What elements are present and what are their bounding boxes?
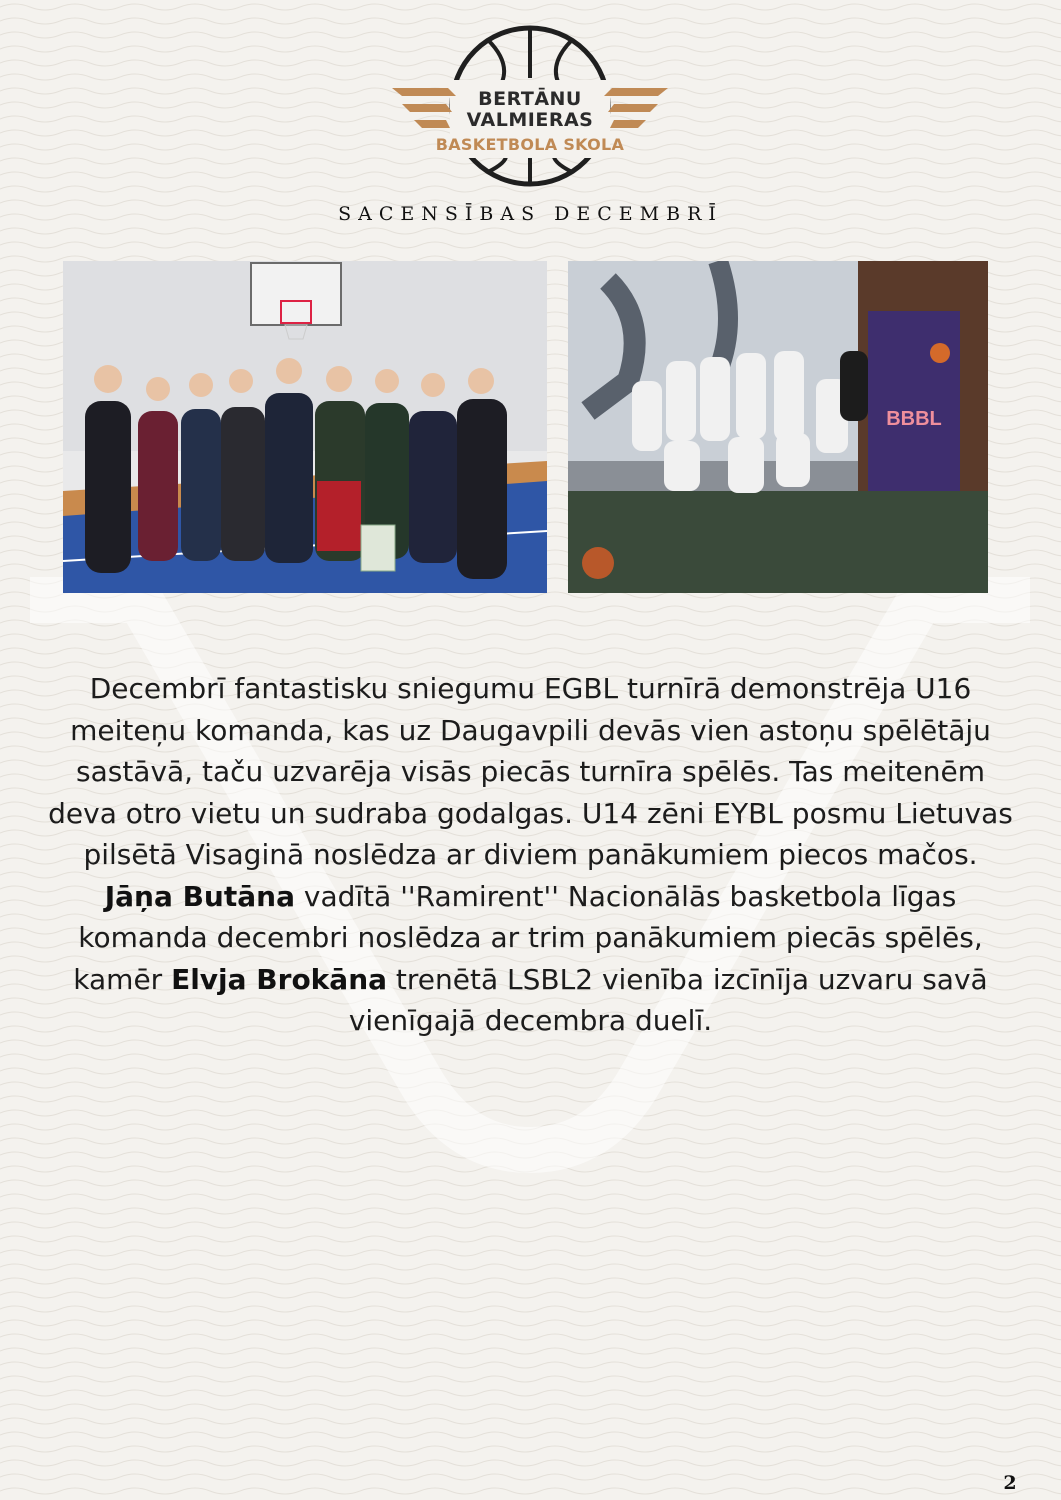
coach-name-2: Elvja Brokāna <box>171 962 388 996</box>
page-heading: SACENSĪBAS DECEMBRĪ <box>338 203 723 225</box>
paragraph-2-part-a: vadītā ''Ramirent'' Nacionālās basketbola līgas komanda decembri noslēdza ar trim panākumiem piecās spēlēs, kamēr <box>73 879 983 996</box>
logo-line-1: BERTĀNU <box>478 88 582 110</box>
school-logo <box>380 22 680 192</box>
logo-line-3: BASKETBOLA SKOLA <box>435 135 625 154</box>
coach-name-1: Jāņa Butāna <box>104 879 295 913</box>
photo-boys-team <box>568 261 988 593</box>
paragraph-1: Decembrī fantastisku sniegumu EGBL turnīrā demonstrēja U16 meiteņu komanda, kas uz Daugavpili devās vien astoņu spēlētāju sastāvā, taču uzvarēja visās piecās turnīra spēlēs. Tas meitenēm deva otro vietu un sudraba godalgas. U14 zēni EYBL posmu Lietuvas pilsētā Visaginā noslēdza ar diviem panākumiem piecos mačos. <box>48 672 1013 871</box>
article-body <box>40 668 1021 1042</box>
bbbl-banner-text: BBBL <box>886 408 942 430</box>
photo-girls-team <box>63 261 547 593</box>
logo-line-2: VALMIERAS <box>466 109 594 131</box>
page-number: 2 <box>1003 1472 1017 1494</box>
paragraph-2-part-b: trenētā LSBL2 vienība izcīnīja uzvaru savā vienīgajā decembra duelī. <box>348 962 988 1037</box>
